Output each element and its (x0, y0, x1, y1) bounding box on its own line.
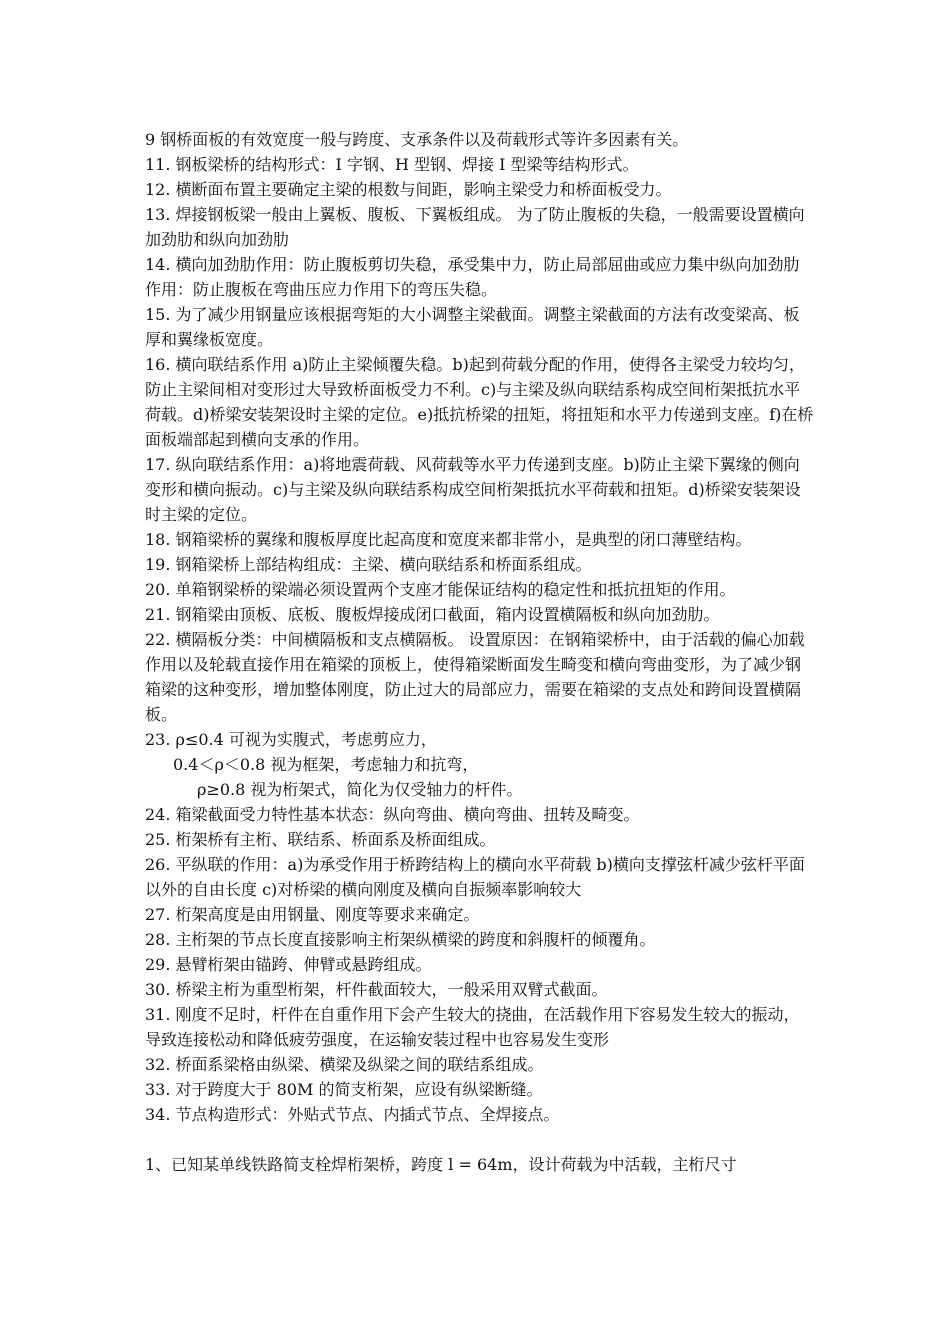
problem-1-intro: 1、已知某单线铁路简支栓焊桁架桥，跨度 l = 64m，设计荷载为中活载，主桁尺寸 (145, 1155, 737, 1174)
paragraph-21: 21. 钢箱梁由顶板、底板、腹板焊接成闭口截面，箱内设置横隔板和纵向加劲肋。 (145, 605, 720, 624)
paragraph-28: 28. 主桁架的节点长度直接影响主桁架纵横梁的跨度和斜腹杆的倾覆角。 (145, 930, 656, 949)
paragraph-23-line-1: 23. ρ≤0.4 可视为实腹式，考虑剪应力， (145, 730, 437, 749)
paragraph-23-line-2: 0.4＜ρ＜0.8 视为框架，考虑轴力和抗弯， (173, 755, 479, 774)
paragraph-32: 32. 桥面系梁格由纵梁、横梁及纵梁之间的联结系组成。 (145, 1055, 544, 1074)
paragraph-20: 20. 单箱钢梁桥的梁端必须设置两个支座才能保证结构的稳定性和抵抗扭矩的作用。 (145, 580, 736, 599)
paragraph-13: 13. 焊接钢板梁一般由上翼板、腹板、下翼板组成。 为了防止腹板的失稳，一般需要设置横向加劲肋和纵向加劲肋 (145, 205, 805, 249)
paragraph-19: 19. 钢箱梁桥上部结构组成：主梁、横向联结系和桥面系组成。 (145, 555, 592, 574)
paragraph-34: 34. 节点构造形式：外贴式节点、内插式节点、全焊接点。 (145, 1105, 560, 1124)
document-body (145, 127, 815, 1177)
paragraph-23-line-3: ρ≥0.8 视为桁架式，简化为仅受轴力的杆件。 (197, 780, 523, 799)
paragraph-14: 14. 横向加劲肋作用：防止腹板剪切失稳，承受集中力，防止局部屈曲或应力集中纵向加劲肋作用：防止腹板在弯曲压应力作用下的弯压失稳。 (145, 255, 800, 299)
paragraph-15: 15. 为了减少用钢量应该根据弯矩的大小调整主梁截面。调整主梁截面的方法有改变梁高、板厚和翼缘板宽度。 (145, 305, 800, 349)
paragraph-18: 18. 钢箱梁桥的翼缘和腹板厚度比起高度和宽度来都非常小，是典型的闭口薄壁结构。 (145, 530, 752, 549)
paragraph-27: 27. 桁架高度是由用钢量、刚度等要求来确定。 (145, 905, 480, 924)
paragraph-24: 24. 箱梁截面受力特性基本状态：纵向弯曲、横向弯曲、扭转及畸变。 (145, 805, 640, 824)
paragraph-9: 9 钢桥面板的有效宽度一般与跨度、支承条件以及荷载形式等许多因素有关。 (145, 130, 689, 149)
paragraph-25: 25. 桁架桥有主桁、联结系、桥面系及桥面组成。 (145, 830, 496, 849)
paragraph-17: 17. 纵向联结系作用：a)将地震荷载、风荷载等水平力传递到支座。b)防止主梁下翼缘的侧向变形和横向振动。c)与主梁及纵向联结系构成空间桁架抵抗水平荷载和扭矩。d)桥梁安装架设时主梁的定位。 (145, 455, 801, 524)
paragraph-31: 31. 刚度不足时，杆件在自重作用下会产生较大的挠曲，在活载作用下容易发生较大的振动，导致连接松动和降低疲劳强度，在运输安装过程中也容易发生变形 (145, 1005, 800, 1049)
paragraph-30: 30. 桥梁主桁为重型桁架，杆件截面较大，一般采用双臂式截面。 (145, 980, 608, 999)
paragraph-22: 22. 横隔板分类：中间横隔板和支点横隔板。 设置原因：在钢箱梁桥中，由于活载的偏心加载作用以及轮载直接作用在箱梁的顶板上，使得箱梁断面发生畸变和横向弯曲变形，为了减少钢箱梁的这种变形，增加整体刚度，防止过大的局部应力，需要在箱梁的支点处和跨间设置横隔板。 (145, 630, 805, 724)
paragraph-29: 29. 悬臂桁架由锚跨、伸臂或悬跨组成。 (145, 955, 432, 974)
paragraph-12: 12. 横断面布置主要确定主梁的根数与间距，影响主梁受力和桥面板受力。 (145, 180, 672, 199)
paragraph-33: 33. 对于跨度大于 80M 的简支桁架，应设有纵梁断缝。 (145, 1080, 543, 1099)
paragraph-16: 16. 横向联结系作用 a)防止主梁倾覆失稳。b)起到荷载分配的作用，使得各主梁受力较均匀，防止主梁间相对变形过大导致桥面板受力不利。c)与主梁及纵向联结系构成空间桁架抵抗水平荷载。d)桥梁安装架设时主梁的定位。e)抵抗桥梁的扭矩，将扭矩和水平力传递到支座。f)在桥面板端部起到横向支承的作用。 (145, 355, 814, 449)
paragraph-11: 11. 钢板梁桥的结构形式：I 字钢、H 型钢、焊接 I 型梁等结构形式。 (145, 155, 639, 174)
paragraph-gap (145, 1127, 815, 1152)
paragraph-26: 26. 平纵联的作用：a)为承受作用于桥跨结构上的横向水平荷载 b)横向支撑弦杆减少弦杆平面以外的自由长度 c)对桥梁的横向刚度及横向自振频率影响较大 (145, 855, 805, 899)
